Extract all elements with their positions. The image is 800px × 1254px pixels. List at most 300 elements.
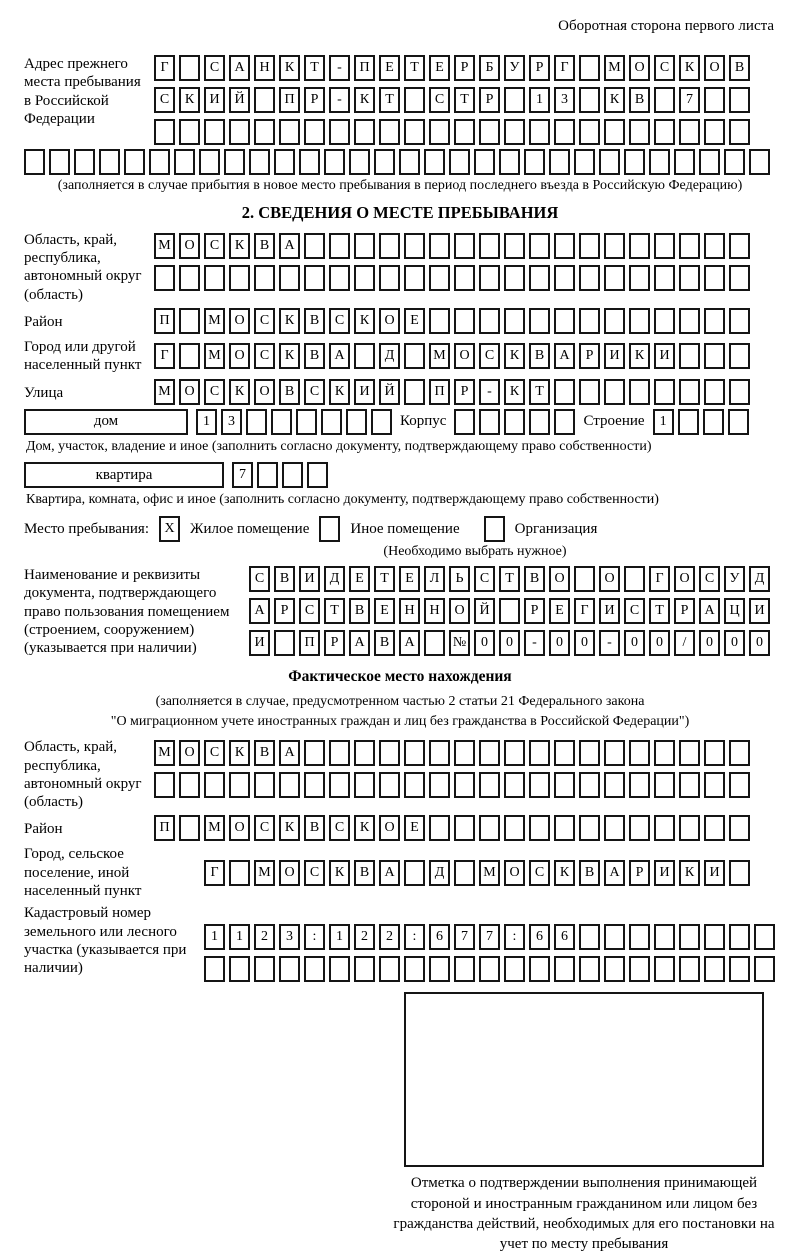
char-cell[interactable] [579, 815, 600, 841]
char-cell[interactable] [379, 233, 400, 259]
char-cell-filled[interactable]: Р [579, 343, 600, 369]
char-cell[interactable] [579, 924, 600, 950]
char-cell-filled[interactable]: К [229, 740, 250, 766]
char-cell[interactable] [454, 233, 475, 259]
char-cell-filled[interactable]: С [329, 308, 350, 334]
char-cell[interactable] [704, 343, 725, 369]
char-cell[interactable] [599, 149, 620, 175]
char-cell[interactable] [479, 772, 500, 798]
char-cell[interactable] [479, 740, 500, 766]
char-cell[interactable] [729, 379, 750, 405]
char-cell-filled[interactable]: П [154, 308, 175, 334]
char-cell-filled[interactable]: 3 [221, 409, 242, 435]
char-cell-filled[interactable]: В [279, 379, 300, 405]
char-cell-filled[interactable]: Е [404, 308, 425, 334]
char-cell-filled[interactable]: С [204, 55, 225, 81]
char-cell-filled[interactable]: В [729, 55, 750, 81]
char-cell[interactable] [329, 265, 350, 291]
char-cell-filled[interactable]: Е [429, 55, 450, 81]
char-cell[interactable] [679, 956, 700, 982]
char-cell[interactable] [479, 119, 500, 145]
char-cell[interactable] [604, 740, 625, 766]
char-cell[interactable] [304, 233, 325, 259]
char-cell[interactable] [179, 815, 200, 841]
char-cell[interactable] [554, 409, 575, 435]
char-cell-filled[interactable]: Т [304, 55, 325, 81]
char-cell-filled[interactable]: Г [204, 860, 225, 886]
char-cell-filled[interactable]: Й [379, 379, 400, 405]
char-cell[interactable] [724, 149, 745, 175]
char-cell[interactable] [504, 265, 525, 291]
char-cell[interactable] [354, 119, 375, 145]
char-cell-filled[interactable]: И [704, 860, 725, 886]
char-cell[interactable] [629, 233, 650, 259]
char-cell[interactable] [604, 379, 625, 405]
char-cell-filled[interactable]: С [429, 87, 450, 113]
char-cell[interactable] [479, 233, 500, 259]
char-cell-filled[interactable]: П [154, 815, 175, 841]
char-cell[interactable] [246, 409, 267, 435]
checkbox-inoe-pomeshchenie[interactable] [319, 516, 340, 542]
char-cell-filled[interactable]: П [279, 87, 300, 113]
char-cell[interactable] [654, 87, 675, 113]
char-cell[interactable] [99, 149, 120, 175]
char-cell[interactable] [307, 462, 328, 488]
char-cell[interactable] [629, 740, 650, 766]
char-cell-filled[interactable]: А [604, 860, 625, 886]
char-cell[interactable] [579, 55, 600, 81]
char-cell-filled[interactable]: Й [474, 598, 495, 624]
char-cell[interactable] [229, 772, 250, 798]
char-cell[interactable] [579, 379, 600, 405]
char-cell-filled[interactable]: Р [629, 860, 650, 886]
char-cell-filled[interactable]: К [354, 815, 375, 841]
char-cell[interactable] [454, 119, 475, 145]
char-cell-filled[interactable]: М [154, 233, 175, 259]
char-cell[interactable] [654, 924, 675, 950]
char-cell[interactable] [304, 956, 325, 982]
char-cell[interactable] [554, 119, 575, 145]
char-cell-filled[interactable]: С [254, 308, 275, 334]
char-cell[interactable] [729, 308, 750, 334]
char-cell[interactable] [704, 772, 725, 798]
char-cell-filled[interactable]: С [254, 815, 275, 841]
char-cell-filled[interactable]: В [304, 308, 325, 334]
char-cell-filled[interactable]: В [304, 343, 325, 369]
char-cell[interactable] [604, 956, 625, 982]
char-cell[interactable] [699, 149, 720, 175]
char-cell-filled[interactable]: К [354, 87, 375, 113]
char-cell[interactable] [329, 233, 350, 259]
char-cell-filled[interactable]: Р [529, 55, 550, 81]
char-cell[interactable] [654, 379, 675, 405]
char-cell-filled[interactable]: И [654, 343, 675, 369]
char-cell-filled[interactable]: О [379, 815, 400, 841]
char-cell-filled[interactable]: О [449, 598, 470, 624]
char-cell-filled[interactable]: 0 [649, 630, 670, 656]
char-cell[interactable] [404, 740, 425, 766]
char-cell-filled[interactable]: К [329, 860, 350, 886]
char-cell[interactable] [179, 55, 200, 81]
char-cell[interactable] [429, 740, 450, 766]
char-cell[interactable] [229, 860, 250, 886]
char-cell[interactable] [629, 815, 650, 841]
char-cell[interactable] [679, 379, 700, 405]
char-cell[interactable] [729, 772, 750, 798]
char-cell[interactable] [399, 149, 420, 175]
char-cell[interactable] [654, 956, 675, 982]
char-cell[interactable] [404, 860, 425, 886]
char-cell[interactable] [554, 815, 575, 841]
char-cell-filled[interactable]: 0 [699, 630, 720, 656]
char-cell-filled[interactable]: О [279, 860, 300, 886]
char-cell-filled[interactable]: И [604, 343, 625, 369]
char-cell-filled[interactable]: 6 [429, 924, 450, 950]
char-cell-filled[interactable]: Р [304, 87, 325, 113]
char-cell[interactable] [604, 924, 625, 950]
char-cell-filled[interactable]: И [654, 860, 675, 886]
char-cell-filled[interactable]: О [379, 308, 400, 334]
char-cell-filled[interactable]: С [204, 379, 225, 405]
char-cell-filled[interactable]: А [554, 343, 575, 369]
char-cell[interactable] [204, 119, 225, 145]
char-cell[interactable] [629, 379, 650, 405]
char-cell-filled[interactable]: С [624, 598, 645, 624]
char-cell-filled[interactable]: И [204, 87, 225, 113]
char-cell[interactable] [579, 233, 600, 259]
char-cell[interactable] [296, 409, 317, 435]
char-cell-filled[interactable]: К [329, 379, 350, 405]
char-cell[interactable] [554, 379, 575, 405]
char-cell-filled[interactable]: Г [154, 343, 175, 369]
char-cell[interactable] [454, 308, 475, 334]
char-cell[interactable] [579, 119, 600, 145]
char-cell[interactable] [504, 815, 525, 841]
char-cell[interactable] [624, 149, 645, 175]
char-cell[interactable] [271, 409, 292, 435]
char-cell-filled[interactable]: Т [404, 55, 425, 81]
char-cell-filled[interactable]: 0 [499, 630, 520, 656]
char-cell-filled[interactable]: 7 [479, 924, 500, 950]
char-cell-filled[interactable]: А [699, 598, 720, 624]
char-cell[interactable] [249, 149, 270, 175]
char-cell[interactable] [304, 772, 325, 798]
char-cell-filled[interactable]: О [179, 233, 200, 259]
char-cell-filled[interactable]: А [349, 630, 370, 656]
char-cell[interactable] [224, 149, 245, 175]
char-cell-filled[interactable]: Т [379, 87, 400, 113]
char-cell-filled[interactable]: Й [229, 87, 250, 113]
char-cell-filled[interactable]: Р [324, 630, 345, 656]
char-cell[interactable] [654, 740, 675, 766]
char-cell-filled[interactable]: Г [154, 55, 175, 81]
char-cell[interactable] [654, 308, 675, 334]
char-cell[interactable] [728, 409, 749, 435]
char-cell-filled[interactable]: К [504, 379, 525, 405]
char-cell-filled[interactable]: Р [479, 87, 500, 113]
char-cell-filled[interactable]: / [674, 630, 695, 656]
char-cell-filled[interactable]: Д [429, 860, 450, 886]
char-cell-filled[interactable]: Ь [449, 566, 470, 592]
char-cell-filled[interactable]: Р [274, 598, 295, 624]
char-cell[interactable] [379, 772, 400, 798]
char-cell-filled[interactable]: О [504, 860, 525, 886]
char-cell-filled[interactable]: : [504, 924, 525, 950]
char-cell[interactable] [279, 265, 300, 291]
char-cell-filled[interactable]: С [479, 343, 500, 369]
char-cell-filled[interactable]: А [379, 860, 400, 886]
char-cell[interactable] [704, 924, 725, 950]
char-cell-filled[interactable]: О [229, 343, 250, 369]
char-cell-filled[interactable]: С [474, 566, 495, 592]
char-cell[interactable] [254, 772, 275, 798]
char-cell[interactable] [529, 119, 550, 145]
char-cell[interactable] [454, 772, 475, 798]
char-cell-filled[interactable]: Г [554, 55, 575, 81]
char-cell-filled[interactable]: М [204, 308, 225, 334]
char-cell[interactable] [479, 815, 500, 841]
char-cell[interactable] [199, 149, 220, 175]
char-cell[interactable] [629, 119, 650, 145]
char-cell-filled[interactable]: Р [674, 598, 695, 624]
char-cell[interactable] [729, 265, 750, 291]
char-cell[interactable] [229, 119, 250, 145]
char-cell[interactable] [679, 924, 700, 950]
char-cell[interactable] [24, 149, 45, 175]
char-cell-filled[interactable]: К [229, 379, 250, 405]
char-cell[interactable] [279, 772, 300, 798]
char-cell[interactable] [204, 772, 225, 798]
char-cell-filled[interactable]: № [449, 630, 470, 656]
char-cell[interactable] [479, 409, 500, 435]
char-cell-filled[interactable]: Е [379, 55, 400, 81]
char-cell-filled[interactable]: С [529, 860, 550, 886]
char-cell[interactable] [654, 772, 675, 798]
char-cell[interactable] [154, 265, 175, 291]
char-cell-filled[interactable]: У [724, 566, 745, 592]
char-cell-filled[interactable]: Р [454, 55, 475, 81]
char-cell-filled[interactable]: О [179, 379, 200, 405]
char-cell-filled[interactable]: В [579, 860, 600, 886]
char-cell-filled[interactable]: - [524, 630, 545, 656]
char-cell[interactable] [554, 233, 575, 259]
char-cell[interactable] [304, 740, 325, 766]
char-cell[interactable] [729, 956, 750, 982]
char-cell[interactable] [704, 379, 725, 405]
char-cell-filled[interactable]: О [229, 815, 250, 841]
char-cell[interactable] [729, 860, 750, 886]
char-cell-filled[interactable]: О [179, 740, 200, 766]
char-cell[interactable] [604, 233, 625, 259]
char-cell-filled[interactable]: Р [454, 379, 475, 405]
char-cell-filled[interactable]: - [479, 379, 500, 405]
char-cell[interactable] [529, 409, 550, 435]
char-cell[interactable] [629, 956, 650, 982]
char-cell[interactable] [354, 740, 375, 766]
char-cell[interactable] [679, 119, 700, 145]
char-cell-filled[interactable]: О [254, 379, 275, 405]
char-cell-filled[interactable]: К [554, 860, 575, 886]
char-cell-filled[interactable]: 0 [724, 630, 745, 656]
char-cell[interactable] [324, 149, 345, 175]
char-cell[interactable] [579, 772, 600, 798]
char-cell[interactable] [454, 409, 475, 435]
char-cell[interactable] [254, 956, 275, 982]
char-cell[interactable] [354, 343, 375, 369]
char-cell-filled[interactable]: В [254, 233, 275, 259]
char-cell[interactable] [429, 772, 450, 798]
char-cell[interactable] [254, 265, 275, 291]
char-cell[interactable] [279, 956, 300, 982]
char-cell[interactable] [257, 462, 278, 488]
char-cell[interactable] [529, 740, 550, 766]
char-cell[interactable] [179, 772, 200, 798]
char-cell[interactable] [149, 149, 170, 175]
char-cell[interactable] [704, 87, 725, 113]
char-cell-filled[interactable]: П [299, 630, 320, 656]
char-cell[interactable] [429, 308, 450, 334]
char-cell[interactable] [424, 149, 445, 175]
char-cell-filled[interactable]: Д [749, 566, 770, 592]
char-cell-filled[interactable]: 3 [554, 87, 575, 113]
char-cell[interactable] [729, 343, 750, 369]
char-cell[interactable] [479, 265, 500, 291]
char-cell[interactable] [529, 815, 550, 841]
char-cell[interactable] [174, 149, 195, 175]
char-cell[interactable] [179, 119, 200, 145]
char-cell[interactable] [254, 87, 275, 113]
char-cell-filled[interactable]: А [279, 740, 300, 766]
char-cell[interactable] [729, 740, 750, 766]
char-cell[interactable] [74, 149, 95, 175]
char-cell-filled[interactable]: Р [524, 598, 545, 624]
char-cell[interactable] [554, 308, 575, 334]
char-cell[interactable] [604, 308, 625, 334]
char-cell[interactable] [499, 149, 520, 175]
char-cell[interactable] [404, 87, 425, 113]
char-cell[interactable] [404, 379, 425, 405]
char-cell-filled[interactable]: 0 [474, 630, 495, 656]
char-cell[interactable] [474, 149, 495, 175]
char-cell[interactable] [329, 119, 350, 145]
char-cell-filled[interactable]: С [304, 379, 325, 405]
char-cell-filled[interactable]: 1 [196, 409, 217, 435]
char-cell-filled[interactable]: Д [379, 343, 400, 369]
char-cell[interactable] [454, 740, 475, 766]
char-cell-filled[interactable]: О [674, 566, 695, 592]
char-cell-filled[interactable]: О [549, 566, 570, 592]
char-cell[interactable] [454, 815, 475, 841]
char-cell[interactable] [504, 308, 525, 334]
char-cell-filled[interactable]: : [404, 924, 425, 950]
char-cell[interactable] [404, 233, 425, 259]
char-cell-filled[interactable]: М [604, 55, 625, 81]
char-cell-filled[interactable]: С [299, 598, 320, 624]
char-cell[interactable] [229, 956, 250, 982]
char-cell[interactable] [379, 119, 400, 145]
char-cell[interactable] [554, 772, 575, 798]
char-cell-filled[interactable]: М [154, 740, 175, 766]
char-cell[interactable] [524, 149, 545, 175]
char-cell[interactable] [354, 772, 375, 798]
char-cell[interactable] [504, 772, 525, 798]
char-cell-filled[interactable]: - [599, 630, 620, 656]
char-cell[interactable] [479, 956, 500, 982]
char-cell-filled[interactable]: 7 [679, 87, 700, 113]
char-cell[interactable] [624, 566, 645, 592]
char-cell-filled[interactable]: О [599, 566, 620, 592]
char-cell[interactable] [604, 772, 625, 798]
char-cell-filled[interactable]: И [749, 598, 770, 624]
char-cell-filled[interactable]: О [704, 55, 725, 81]
char-cell[interactable] [179, 265, 200, 291]
char-cell[interactable] [346, 409, 367, 435]
char-cell[interactable] [579, 87, 600, 113]
char-cell[interactable] [282, 462, 303, 488]
char-cell[interactable] [654, 119, 675, 145]
char-cell[interactable] [424, 630, 445, 656]
char-cell[interactable] [329, 956, 350, 982]
char-cell-filled[interactable]: К [354, 308, 375, 334]
char-cell[interactable] [679, 815, 700, 841]
checkbox-zhiloe-pomeshchenie[interactable]: X [159, 516, 180, 542]
char-cell-filled[interactable]: А [229, 55, 250, 81]
char-cell-filled[interactable]: К [229, 233, 250, 259]
char-cell[interactable] [679, 740, 700, 766]
checkbox-organizatsiya[interactable] [484, 516, 505, 542]
char-cell[interactable] [654, 815, 675, 841]
char-cell[interactable] [754, 924, 775, 950]
char-cell-filled[interactable]: К [679, 55, 700, 81]
char-cell-filled[interactable]: 6 [554, 924, 575, 950]
char-cell-filled[interactable]: К [179, 87, 200, 113]
char-cell-filled[interactable]: М [204, 343, 225, 369]
char-cell-filled[interactable]: С [204, 740, 225, 766]
char-cell[interactable] [554, 265, 575, 291]
char-cell-filled[interactable]: В [354, 860, 375, 886]
char-cell[interactable] [504, 233, 525, 259]
char-cell[interactable] [449, 149, 470, 175]
char-cell-filled[interactable]: С [304, 860, 325, 886]
char-cell-filled[interactable]: - [329, 87, 350, 113]
char-cell[interactable] [404, 956, 425, 982]
char-cell-filled[interactable]: В [274, 566, 295, 592]
char-cell-filled[interactable]: Н [254, 55, 275, 81]
char-cell[interactable] [329, 740, 350, 766]
char-cell[interactable] [371, 409, 392, 435]
char-cell[interactable] [479, 308, 500, 334]
char-cell[interactable] [354, 233, 375, 259]
char-cell[interactable] [704, 740, 725, 766]
char-cell[interactable] [629, 265, 650, 291]
char-cell[interactable] [704, 265, 725, 291]
char-cell-filled[interactable]: С [654, 55, 675, 81]
char-cell[interactable] [554, 956, 575, 982]
char-cell-filled[interactable]: О [229, 308, 250, 334]
char-cell-filled[interactable]: К [604, 87, 625, 113]
char-cell-filled[interactable]: 1 [653, 409, 674, 435]
char-cell-filled[interactable]: 0 [549, 630, 570, 656]
char-cell-filled[interactable]: В [349, 598, 370, 624]
char-cell[interactable] [749, 149, 770, 175]
char-cell-filled[interactable]: Т [454, 87, 475, 113]
char-cell-filled[interactable]: К [679, 860, 700, 886]
char-cell-filled[interactable]: 0 [574, 630, 595, 656]
char-cell-filled[interactable]: 1 [329, 924, 350, 950]
char-cell[interactable] [429, 956, 450, 982]
char-cell[interactable] [124, 149, 145, 175]
char-cell-filled[interactable]: 2 [379, 924, 400, 950]
